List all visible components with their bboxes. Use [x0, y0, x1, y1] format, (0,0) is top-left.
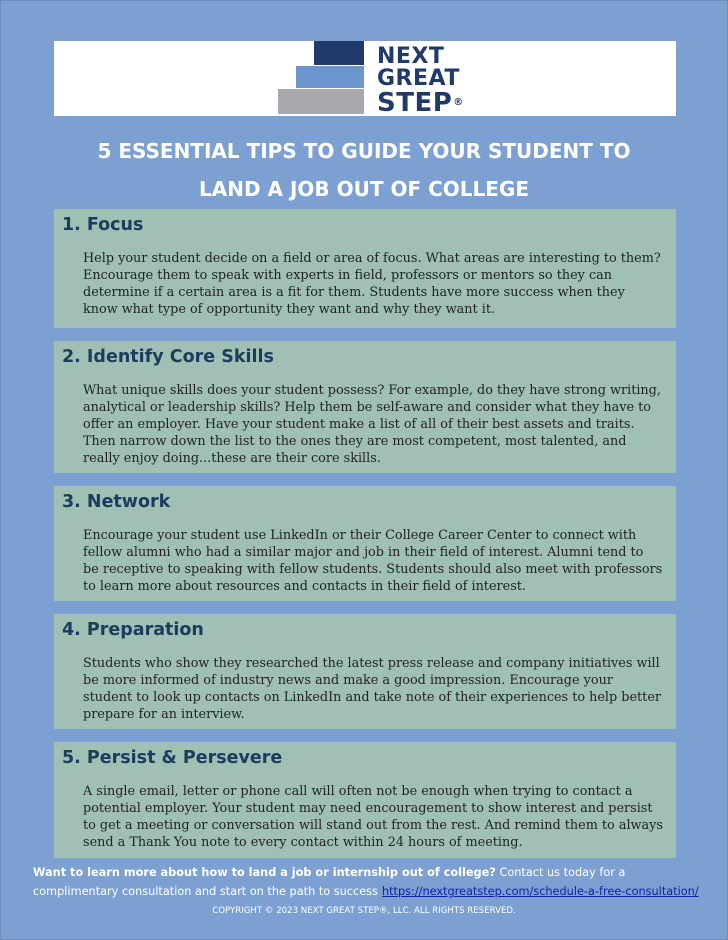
tip-card-persist [54, 742, 676, 858]
tip-card-core-skills [54, 341, 676, 473]
tip-heading: 5. Persist & Persevere [62, 748, 283, 768]
tip-body: Help your student decide on a field or area of focus. What areas are interesting to them? Encourage them to speak with experts in field, professors or mentors so they can determine if a certain area is a fit for them. Students have more success when they know what type of opportunity they want and why they want it. [83, 251, 661, 317]
tip-heading: 2. Identify Core Skills [62, 347, 274, 367]
tip-heading: 3. Network [62, 492, 171, 512]
tip-body: Encourage your student use LinkedIn or their College Career Center to connect with fellow alumni who had a similar major and job in their field of interest. Alumni tend to be receptive to speaking with fellow students. Students should also meet with professors to learn more about resources and contacts in their field of interest. [83, 528, 663, 594]
tip-body: A single email, letter or phone call will often not be enough when trying to contact a potential employer. Your student may need encouragement to show interest and persist to get a meeting or conversation will stand out from the rest. And remind them to always send a Thank You note to every contact within 24 hours of meeting. [83, 784, 663, 850]
stairs-logo-icon [278, 41, 368, 116]
brand-line-3: STEP [377, 88, 453, 118]
tip-heading: 4. Preparation [62, 620, 204, 640]
tip-card-focus [54, 209, 676, 328]
tip-body: Students who show they researched the latest press release and company initiatives will be more informed of industry news and make a good impression. Encourage your student to look up contacts on LinkedIn and take note of their experiences to help better prepare for an interview. [83, 656, 662, 722]
title-line-2: LAND A JOB OUT OF COLLEGE [199, 177, 529, 201]
brand-line-1: NEXT [377, 44, 445, 69]
cta-text: Contact us today for a complimentary consultation and start on the path to success [33, 866, 626, 898]
logo-banner [54, 41, 676, 116]
tip-card-network [54, 486, 676, 601]
registered-mark: ® [453, 97, 464, 108]
brand-wordmark [377, 46, 464, 116]
tip-body: What unique skills does your student possess? For example, do they have strong writing, analytical or leadership skills? Help them be self-aware and consider what they have to offer an employer. Have your student make a list of all of their best assets and traits. Then narrow down the list to the ones they are most competent, most talented, and really enjoy doing...these are their core skills. [83, 383, 661, 466]
tip-heading: 1. Focus [62, 215, 144, 235]
title-line-1: 5 ESSENTIAL TIPS TO GUIDE YOUR STUDENT TO [97, 139, 631, 163]
call-to-action [33, 863, 703, 901]
page-title [1, 132, 727, 208]
consultation-link[interactable]: https://nextgreatstep.com/schedule-a-free-consultation/ [381, 885, 699, 898]
brand-line-2: GREAT [377, 66, 460, 91]
cta-question: Want to learn more about how to land a job or internship out of college? [33, 866, 496, 879]
tip-card-preparation [54, 614, 676, 729]
copyright-notice: COPYRIGHT © 2023 NEXT GREAT STEP®, LLC. ALL RIGHTS RESERVED. [212, 906, 516, 916]
